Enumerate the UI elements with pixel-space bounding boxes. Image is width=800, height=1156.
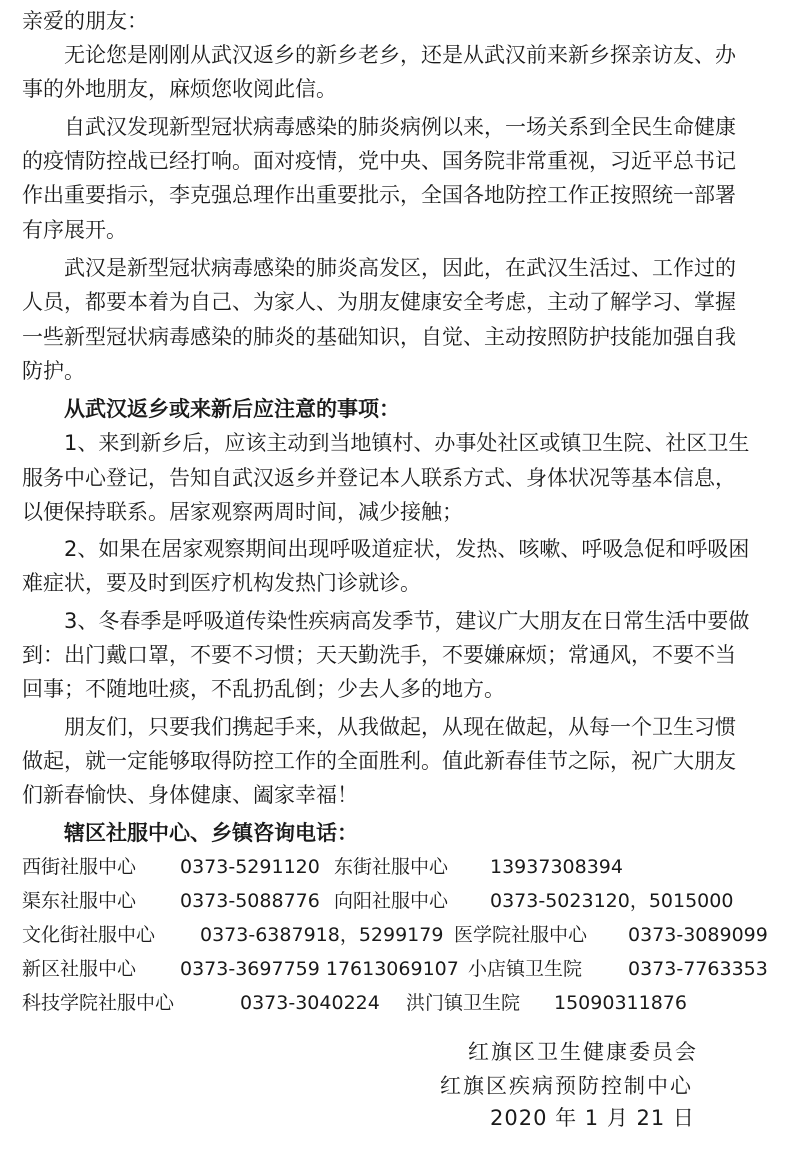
- paragraph-line: 人员，都要本着为自己、为家人、为朋友健康安全考虑，主动了解学习、掌握: [22, 290, 736, 314]
- paragraph-line: 回事；不随地吐痰，不乱扔乱倒；少去人多的地方。: [22, 677, 505, 701]
- paragraph-line: 一些新型冠状病毒感染的肺炎的基础知识，自觉、主动按照防护技能加强自我: [22, 325, 736, 349]
- paragraph-line: 1、来到新乡后，应该主动到当地镇村、办事处社区或镇卫生院、社区卫生: [64, 431, 750, 455]
- contact-name: 小店镇卫生院: [468, 958, 583, 980]
- contact-name: 新区社服中心: [22, 958, 137, 980]
- salutation: 亲爱的朋友：: [22, 9, 148, 33]
- paragraph-line: 难症状，要及时到医疗机构发热门诊就诊。: [22, 571, 421, 595]
- contact-name: 文化街社服中心: [22, 924, 156, 946]
- paragraph-line: 3、冬春季是呼吸道传染性疾病高发季节，建议广大朋友在日常生活中要做: [64, 609, 750, 633]
- paragraph-line: 的疫情防控战已经打响。面对疫情，党中央、国务院非常重视，习近平总书记: [22, 149, 736, 173]
- paragraph-line: 有序展开。: [22, 218, 127, 242]
- paragraph-line: 到：出门戴口罩，不要不习惯；天天勤洗手，不要嫌麻烦；常通风，不要不当: [22, 643, 736, 667]
- section-heading: 从武汉返乡或来新后应注意的事项：: [64, 397, 400, 421]
- paragraph-line: 们新春愉快、身体健康、阖家幸福！: [22, 783, 358, 807]
- paragraph-line: 武汉是新型冠状病毒感染的肺炎高发区，因此，在武汉生活过、工作过的: [64, 256, 736, 280]
- contact-phone: 0373-6387918，5299179: [200, 924, 444, 946]
- paragraph-line: 事的外地朋友，麻烦您收阅此信。: [22, 77, 337, 101]
- contact-phone: 15090311876: [554, 992, 687, 1014]
- signature-date: 2020 年 1 月 21 日: [490, 1106, 695, 1130]
- contact-name: 向阳社服中心: [334, 890, 449, 912]
- signature-org-cdc: 红旗区疾病预防控制中心: [440, 1074, 693, 1098]
- contact-name: 东街社服中心: [334, 856, 449, 878]
- paragraph-line: 无论您是刚刚从武汉返乡的新乡老乡，还是从武汉前来新乡探亲访友、办: [64, 43, 736, 67]
- paragraph-line: 作出重要指示，李克强总理作出重要批示，全国各地防控工作正按照统一部署: [22, 183, 736, 207]
- contact-phone: 0373-5088776: [180, 890, 320, 912]
- contact-phone: 0373-5291120: [180, 856, 320, 878]
- paragraph-line: 服务中心登记，告知自武汉返乡并登记本人联系方式、身体状况等基本信息，: [22, 466, 736, 490]
- contact-phone: 0373-5023120，5015000: [490, 890, 734, 912]
- paragraph-line: 以便保持联系。居家观察两周时间，减少接触；: [22, 500, 463, 524]
- contact-phone: 0373-3040224: [240, 992, 380, 1014]
- contacts-heading: 辖区社服中心、乡镇咨询电话：: [64, 821, 358, 845]
- contact-phone: 0373-3089099: [628, 924, 768, 946]
- contact-name: 渠东社服中心: [22, 890, 137, 912]
- paragraph-line: 防护。: [22, 359, 85, 383]
- contact-phone: 0373-3697759 17613069107: [180, 958, 459, 980]
- contact-phone: 13937308394: [490, 856, 623, 878]
- contact-name: 科技学院社服中心: [22, 992, 175, 1014]
- contact-name: 洪门镇卫生院: [406, 992, 521, 1014]
- paragraph-line: 自武汉发现新型冠状病毒感染的肺炎病例以来，一场关系到全民生命健康: [64, 115, 736, 139]
- signature-org-health-commission: 红旗区卫生健康委员会: [468, 1040, 698, 1064]
- contact-name: 医学院社服中心: [454, 924, 588, 946]
- contact-name: 西街社服中心: [22, 856, 137, 878]
- contact-phone: 0373-7763353: [628, 958, 768, 980]
- paragraph-line: 做起，就一定能够取得防控工作的全面胜利。值此新春佳节之际，祝广大朋友: [22, 749, 736, 773]
- paragraph-line: 2、如果在居家观察期间出现呼吸道症状，发热、咳嗽、呼吸急促和呼吸困: [64, 537, 750, 561]
- paragraph-line: 朋友们，只要我们携起手来，从我做起，从现在做起，从每一个卫生习惯: [64, 715, 736, 739]
